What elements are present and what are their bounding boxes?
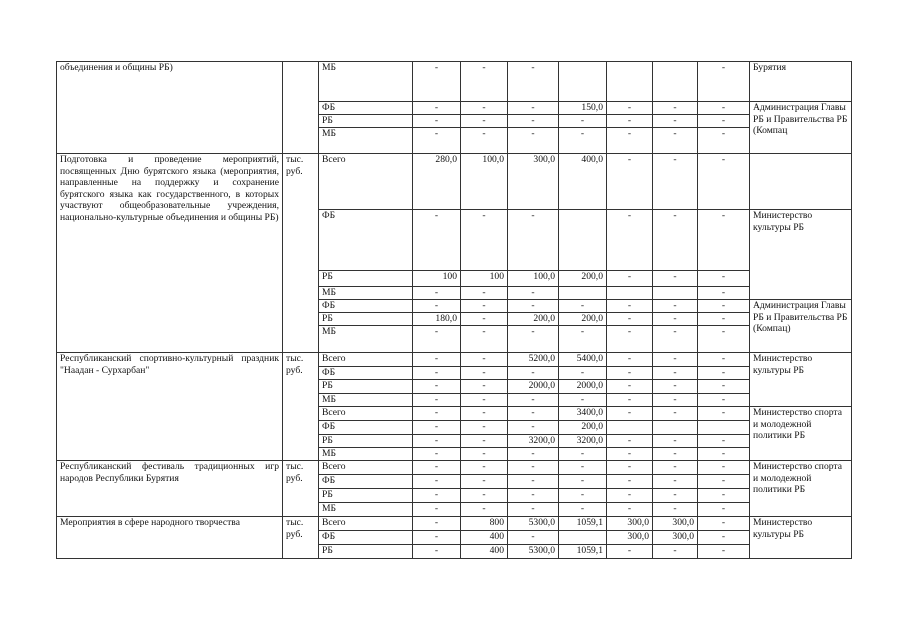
value-cell: - [413,102,461,115]
value-cell: - [413,448,461,461]
value-cell: - [653,380,698,394]
value-cell: - [508,461,559,475]
value-cell: - [461,380,508,394]
value-cell: - [559,367,607,380]
value-cell: - [559,115,607,128]
funding-source-cell: ФБ [319,367,413,380]
funding-source-cell: ФБ [319,531,413,545]
value-cell: - [698,407,750,421]
value-cell: 400,0 [559,154,607,210]
funding-source-cell: ФБ [319,102,413,115]
value-cell: - [698,62,750,102]
value-cell: - [698,503,750,517]
value-cell: - [653,435,698,448]
value-cell: - [698,353,750,367]
value-cell: - [461,503,508,517]
value-cell: - [653,353,698,367]
funding-source-cell: Всего [319,353,413,367]
value-cell: 3400,0 [559,407,607,421]
value-cell: - [698,448,750,461]
value-cell: - [698,210,750,271]
funding-source-cell: Всего [319,517,413,531]
value-cell: - [461,448,508,461]
value-cell: - [607,503,653,517]
value-cell: - [653,489,698,503]
value-cell: - [461,421,508,435]
value-cell: - [413,475,461,489]
value-cell: - [508,503,559,517]
value-cell: - [607,407,653,421]
value-cell [653,62,698,102]
value-cell: - [461,475,508,489]
value-cell: - [559,461,607,475]
value-cell: - [413,62,461,102]
value-cell [607,421,653,435]
value-cell: - [413,421,461,435]
value-cell: 100,0 [508,271,559,287]
value-cell: - [413,531,461,545]
responsible-executor-cell: Бурятия [750,62,852,102]
value-cell: - [607,367,653,380]
value-cell: - [607,353,653,367]
responsible-executor-cell: Министерство спорта и молодежной политики РБ [750,407,852,461]
value-cell: - [461,210,508,271]
value-cell: - [698,313,750,326]
value-cell: 200,0 [559,421,607,435]
value-cell: - [508,448,559,461]
value-cell: - [559,475,607,489]
value-cell: - [413,353,461,367]
value-cell: - [461,461,508,475]
value-cell: - [413,326,461,353]
value-cell: - [461,313,508,326]
funding-source-cell: РБ [319,115,413,128]
funding-source-cell: МБ [319,326,413,353]
value-cell: - [461,115,508,128]
value-cell: 180,0 [413,313,461,326]
funding-source-cell: МБ [319,62,413,102]
value-cell: - [461,128,508,154]
value-cell: - [698,271,750,287]
value-cell: 2000,0 [559,380,607,394]
value-cell: - [698,154,750,210]
value-cell [559,210,607,271]
value-cell: 5300,0 [508,545,559,559]
value-cell: - [653,394,698,407]
value-cell: - [559,128,607,154]
activity-name-cell: Мероприятия в сфере народного творчества [57,517,283,559]
value-cell: - [508,300,559,313]
value-cell: 800 [461,517,508,531]
value-cell: - [461,367,508,380]
responsible-executor-cell: Министерство спорта и молодежной политики РБ [750,461,852,517]
value-cell: - [508,531,559,545]
value-cell: - [607,435,653,448]
program-activities-table [56,61,852,559]
value-cell: 100 [413,271,461,287]
value-cell [559,287,607,300]
value-cell: - [607,271,653,287]
value-cell: - [698,300,750,313]
activity-name-cell: Подготовка и проведение мероприятий, посвященных Дню бурятского языка (мероприятия, направленные на поддержку и сохранение бурятского языка как государственного, в которых участвуют общеобразовательные учреждения, национально-культурные объединения и общины РБ) [57,154,283,353]
value-cell: 100,0 [461,154,508,210]
value-cell: - [461,102,508,115]
funding-source-cell: РБ [319,545,413,559]
value-cell: 400 [461,531,508,545]
value-cell: - [653,407,698,421]
value-cell: 200,0 [508,313,559,326]
value-cell: 3200,0 [559,435,607,448]
value-cell: - [413,210,461,271]
funding-source-cell: Всего [319,154,413,210]
responsible-executor-cell: Администрация Главы РБ и Правительства РБ (Компац [750,102,852,154]
value-cell: - [607,128,653,154]
responsible-executor-cell: Министерство культуры РБ [750,353,852,407]
value-cell: 5300,0 [508,517,559,531]
value-cell: 300,0 [508,154,559,210]
value-cell: - [559,503,607,517]
value-cell: - [413,517,461,531]
value-cell: - [508,115,559,128]
responsible-executor-cell [750,154,852,210]
value-cell: - [559,448,607,461]
funding-source-cell: ФБ [319,210,413,271]
funding-source-cell: ФБ [319,421,413,435]
value-cell: 300,0 [607,517,653,531]
value-cell: - [607,461,653,475]
value-cell: - [508,367,559,380]
value-cell: - [461,394,508,407]
value-cell: - [559,326,607,353]
unit-cell: тыс. руб. [283,353,319,461]
funding-source-cell: РБ [319,489,413,503]
value-cell: - [508,102,559,115]
value-cell: - [698,367,750,380]
table-row [57,461,852,475]
value-cell: - [653,313,698,326]
funding-source-cell: РБ [319,380,413,394]
table-row [57,154,852,210]
value-cell: - [653,503,698,517]
activity-name-cell: Республиканский спортивно-культурный праздник "Наадан - Сурхарбан" [57,353,283,461]
value-cell: - [698,128,750,154]
unit-cell: тыс. руб. [283,154,319,353]
value-cell: 300,0 [653,517,698,531]
value-cell: - [413,128,461,154]
value-cell [559,62,607,102]
funding-source-cell: РБ [319,313,413,326]
value-cell: - [698,326,750,353]
responsible-executor-cell: Администрация Главы РБ и Правительства РБ (Компац) [750,300,852,353]
value-cell: - [653,271,698,287]
value-cell [559,531,607,545]
value-cell: - [413,503,461,517]
value-cell: - [413,545,461,559]
funding-source-cell: ФБ [319,475,413,489]
value-cell: 5200,0 [508,353,559,367]
value-cell: - [607,300,653,313]
value-cell: - [653,475,698,489]
value-cell: - [607,326,653,353]
value-cell: - [413,115,461,128]
value-cell [607,287,653,300]
value-cell: - [508,210,559,271]
value-cell: - [508,62,559,102]
value-cell: - [413,367,461,380]
value-cell: 400 [461,545,508,559]
value-cell: - [607,448,653,461]
value-cell: 200,0 [559,271,607,287]
value-cell: - [413,407,461,421]
value-cell: - [607,313,653,326]
value-cell: - [508,128,559,154]
value-cell: - [653,128,698,154]
value-cell: - [653,326,698,353]
value-cell: - [413,287,461,300]
value-cell: - [413,394,461,407]
funding-source-cell: МБ [319,448,413,461]
funding-source-cell: РБ [319,435,413,448]
responsible-executor-cell: Министерство культуры РБ [750,517,852,559]
value-cell: - [698,545,750,559]
value-cell [653,287,698,300]
value-cell: 150,0 [559,102,607,115]
activity-name-cell: Республиканский фестиваль традиционных игр народов Республики Бурятия [57,461,283,517]
funding-source-cell: РБ [319,271,413,287]
funding-source-cell: МБ [319,287,413,300]
funding-source-cell: МБ [319,128,413,154]
unit-cell: тыс. руб. [283,517,319,559]
value-cell: 5400,0 [559,353,607,367]
value-cell: 280,0 [413,154,461,210]
value-cell: - [461,62,508,102]
value-cell: - [508,326,559,353]
value-cell: - [559,489,607,503]
value-cell: 1059,1 [559,545,607,559]
value-cell: - [607,475,653,489]
value-cell: 1059,1 [559,517,607,531]
value-cell: - [698,287,750,300]
table-row [57,517,852,531]
value-cell: - [607,489,653,503]
value-cell: - [607,380,653,394]
value-cell [607,62,653,102]
value-cell: 3200,0 [508,435,559,448]
value-cell: - [653,210,698,271]
unit-cell: тыс. руб. [283,461,319,517]
value-cell: - [653,154,698,210]
value-cell: 200,0 [559,313,607,326]
value-cell: - [508,287,559,300]
value-cell: - [461,435,508,448]
value-cell: - [607,154,653,210]
value-cell: - [653,448,698,461]
table-row [57,353,852,367]
unit-cell [283,62,319,154]
value-cell: - [413,300,461,313]
value-cell: - [508,489,559,503]
value-cell: - [698,115,750,128]
value-cell: 300,0 [653,531,698,545]
funding-source-cell: МБ [319,503,413,517]
value-cell: - [413,461,461,475]
value-cell: - [698,394,750,407]
value-cell: - [461,300,508,313]
value-cell: - [508,394,559,407]
activity-name-cell: объединения и общины РБ) [57,62,283,154]
responsible-executor-cell: Министерство культуры РБ [750,210,852,300]
value-cell: - [413,489,461,503]
value-cell: - [607,115,653,128]
table-row [57,62,852,102]
value-cell [698,421,750,435]
value-cell: - [698,435,750,448]
funding-source-cell: Всего [319,461,413,475]
value-cell: - [559,394,607,407]
value-cell [653,421,698,435]
value-cell: - [461,407,508,421]
value-cell: 300,0 [607,531,653,545]
value-cell: - [653,461,698,475]
value-cell: 100 [461,271,508,287]
value-cell: - [698,475,750,489]
value-cell: - [698,517,750,531]
value-cell: - [653,367,698,380]
value-cell: - [698,489,750,503]
value-cell: - [607,545,653,559]
value-cell: - [413,435,461,448]
value-cell: - [508,421,559,435]
value-cell: - [698,531,750,545]
value-cell: - [461,489,508,503]
funding-source-cell: МБ [319,394,413,407]
value-cell: - [559,300,607,313]
value-cell: - [653,115,698,128]
value-cell: 2000,0 [508,380,559,394]
value-cell: - [607,394,653,407]
value-cell: - [461,353,508,367]
value-cell: - [508,407,559,421]
value-cell: - [653,545,698,559]
value-cell: - [653,102,698,115]
value-cell: - [698,102,750,115]
value-cell: - [698,380,750,394]
value-cell: - [413,380,461,394]
value-cell: - [698,461,750,475]
value-cell: - [607,210,653,271]
value-cell: - [461,326,508,353]
value-cell: - [461,287,508,300]
value-cell: - [508,475,559,489]
value-cell: - [607,102,653,115]
funding-source-cell: Всего [319,407,413,421]
funding-source-cell: ФБ [319,300,413,313]
value-cell: - [653,300,698,313]
